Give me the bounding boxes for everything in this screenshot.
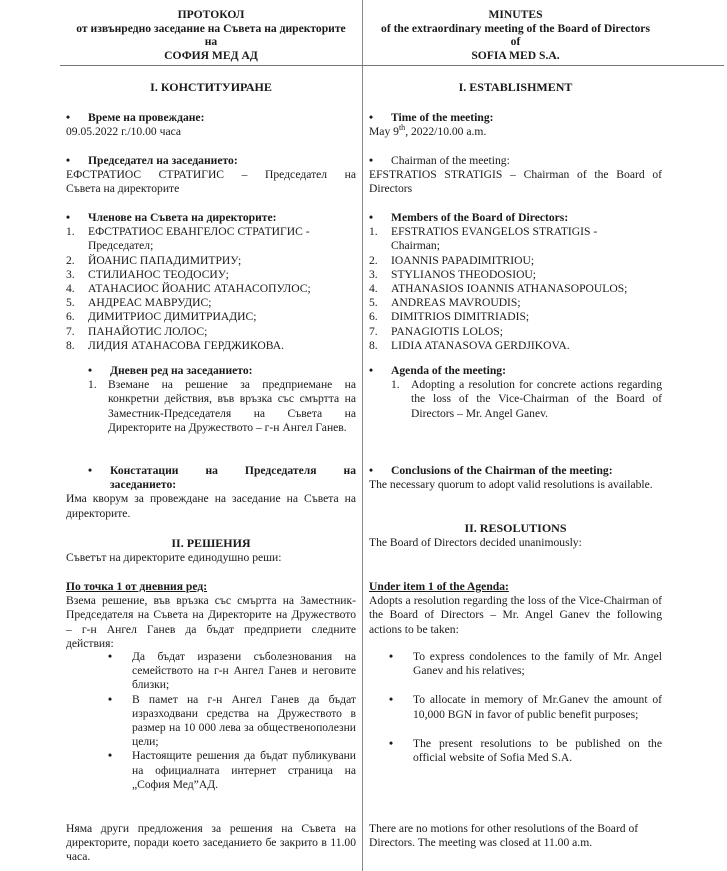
bullet-icon: • <box>369 111 374 124</box>
en-time-value: May 9th, 2022/10.00 a.m. <box>369 123 487 139</box>
bullet-icon: • <box>388 693 394 707</box>
bullet-icon: • <box>369 464 374 477</box>
en-item-text: Adopts a resolution regarding the loss of the Vice-Chairman of the Board of Directors – Mr. Angel Ganev the following actions to be taken: <box>369 594 662 636</box>
bullet-icon: • <box>66 111 71 124</box>
en-item-block <box>369 580 662 637</box>
en-time-label: Time of the meeting: <box>391 111 494 124</box>
member-item: 4. ATHANASIOS IOANNIS ATHANASOPOULOS; <box>369 282 628 296</box>
bullet-icon: • <box>107 650 113 663</box>
member-item: 6. DIMITRIOS DIMITRIADIS; <box>369 310 530 324</box>
member-item-cont: Председател; <box>88 239 154 253</box>
bg-of: на <box>204 35 218 48</box>
bullet-icon: • <box>388 736 394 750</box>
bg-decided: Съветът на директорите единодушно реши: <box>66 551 282 564</box>
en-agenda-block <box>369 364 662 421</box>
bullet-icon: • <box>66 154 71 167</box>
bg-members-list <box>66 225 356 353</box>
bg-section2-title: II. РЕШЕНИЯ <box>171 536 251 550</box>
bg-time-value: 09.05.2022 г./10.00 часа <box>66 125 182 139</box>
en-header <box>359 8 672 62</box>
en-actions-list <box>369 650 662 765</box>
bullet-icon: • <box>369 154 374 167</box>
bullet-icon: • <box>369 211 374 224</box>
bg-chair-value-line1: ЕФСТРАТИОС СТРАТИГИС – Председател на <box>66 168 356 182</box>
en-time-block <box>369 111 662 139</box>
en-members-label: Members of the Board of Directors: <box>391 211 569 224</box>
bullet-icon: • <box>369 364 374 377</box>
en-section2-title: II. RESOLUTIONS <box>464 521 567 535</box>
bg-item-heading: По точка 1 от дневния ред: <box>66 580 208 593</box>
action-item: • В памет на г-н Ангел Ганев да бъдат изразходвани средства на Дружеството в размер на 10 000 лева за общественополезни цели; <box>88 693 356 750</box>
en-of: of <box>510 35 521 48</box>
header-rule <box>60 65 724 66</box>
action-item: • To allocate in memory of Mr.Ganev the amount of 10,000 BGN in favor of public benefit purposes; <box>369 693 662 721</box>
member-item: 3. STYLIANOS THEODOSIOU; <box>369 267 537 281</box>
bg-conclusions-label: Констатации на Председателя на <box>110 464 356 477</box>
en-conclusions-label: Conclusions of the Chairman of the meeting: <box>391 464 613 477</box>
bullet-icon: • <box>88 364 93 377</box>
bg-conclusions-text: Има кворум за провеждане на заседание на Съвета на директорите. <box>66 492 356 520</box>
en-subtitle: of the extraordinary meeting of the Board of Directors <box>381 21 650 35</box>
en-chair-label: Chairman of the meeting: <box>391 154 510 167</box>
action-item: • Настоящите решения да бъдат публикувани на официалната интернет страница на „София Мед”АД. <box>88 749 356 792</box>
en-decided: The Board of Directors decided unanimously: <box>369 536 582 549</box>
bullet-icon: • <box>66 211 71 224</box>
bg-chair-value-line2: Съвета на директорите <box>66 182 180 196</box>
bg-agenda-item: 1. Вземане на решение за предприемане на конкретни действия, във връзка със смъртта на Заместник-Председателя на Съвета на Директорите на Дружеството – г-н Ангел Ганев. <box>88 378 356 434</box>
en-closing: There are no motions for other resolutions of the Board of Directors. The meeting was closed at 11.00 a.m. <box>369 822 639 850</box>
bg-item-block <box>66 580 356 651</box>
en-chair-value: EFSTRATIOS STRATIGIS – Chairman of the Board of Directors <box>369 168 662 196</box>
bg-header <box>56 8 366 62</box>
bg-time-block <box>66 111 356 139</box>
en-section1-title: I. ESTABLISHMENT <box>458 80 573 94</box>
member-item-cont: Chairman; <box>391 239 440 253</box>
bg-title: ПРОТОКОЛ <box>177 8 245 21</box>
column-divider <box>362 0 363 871</box>
en-chair-block <box>369 154 662 197</box>
member-item: 2. IOANNIS PAPADIMITRIOU; <box>369 253 535 267</box>
member-item: 8. ЛИДИЯ АТАНАСОВА ГЕРДЖИКОВА. <box>66 338 285 352</box>
action-item: • The present resolutions to be published on the official website of Sofia Med S.A. <box>369 737 662 765</box>
member-item: 3. СТИЛИАНОС ТЕОДОСИУ; <box>66 267 229 281</box>
en-conclusions-block <box>369 464 662 492</box>
bg-subtitle: от извънредно заседание на Съвета на директорите <box>76 21 346 35</box>
bg-agenda-label: Дневен ред на заседанието: <box>110 364 253 377</box>
bg-chair-block <box>66 154 356 197</box>
bg-actions-list <box>88 650 356 792</box>
member-item: 4. АТАНАСИОС ЙОАНИС АТАНАСОПУЛОС; <box>66 282 311 296</box>
bullet-icon: • <box>388 650 394 663</box>
en-members-block <box>369 211 662 353</box>
en-agenda-item: 1. Adopting a resolution for concrete actions regarding the loss of the Vice-Chairman of the Board of Directors – Mr. Angel Ganev. <box>391 378 662 420</box>
member-item: 5. АНДРЕАС МАВРУДИС; <box>66 296 212 310</box>
member-item: 1. EFSTRATIOS EVANGELOS STRATIGIS - <box>369 225 598 239</box>
bg-section1-title: I. КОНСТИТУИРАНЕ <box>150 80 272 94</box>
bg-agenda-block <box>88 364 356 435</box>
bg-chair-label: Председател на заседанието: <box>88 154 238 167</box>
en-agenda-label: Agenda of the meeting: <box>391 364 506 377</box>
member-item: 6. ДИМИТРИОС ДИМИТРИАДИС; <box>66 310 257 324</box>
member-item: 8. LIDIA ATANASOVA GERDJIKOVA. <box>369 338 570 352</box>
bg-item-text: Взема решение, във връзка със смъртта на Заместник-Председателя на Съвета на Директорите на Дружеството – г-н Ангел Ганев да бъдат предприети следните действия: <box>66 594 356 650</box>
bg-conclusions-block: • Констатации на Председателя на заседанието: Има кворум за провеждане на заседание на Съвета на директорите. <box>66 464 356 520</box>
member-item: 7. PANAGIOTIS LOLOS; <box>369 324 503 338</box>
member-item: 7. ПАНАЙОТИС ЛОЛОС; <box>66 324 208 338</box>
en-company: SOFIA MED S.A. <box>471 48 560 62</box>
bullet-icon: • <box>88 464 93 477</box>
bullet-icon: • <box>107 749 113 763</box>
member-item: 2. ЙОАНИС ПАПАДИМИТРИУ; <box>66 253 242 267</box>
bg-members-block <box>66 211 356 353</box>
bg-members-label: Членове на Съвета на директорите: <box>88 211 277 224</box>
bg-closing: Няма други предложения за решения на Съвета на директорите, поради което заседанието бе закрито в 11.00 часа. <box>66 822 356 864</box>
bg-company: СОФИЯ МЕД АД <box>164 48 258 62</box>
en-item-heading: Under item 1 of the Agenda: <box>369 580 509 593</box>
en-conclusions-text: The necessary quorum to adopt valid resolutions is available. <box>369 478 653 492</box>
member-item: 5. ANDREAS MAVROUDIS; <box>369 296 521 310</box>
bg-time-label: Време на провеждане: <box>88 111 205 124</box>
member-item: 1. ЕФСТРАТИОС ЕВАНГЕЛОС СТРАТИГИС - <box>66 225 310 239</box>
action-item: • To express condolences to the family of Mr. Angel Ganev and his relatives; <box>369 650 662 678</box>
action-item: • Да бъдат изразени съболезнования на семейството на г-н Ангел Ганев и неговите близки; <box>88 650 356 693</box>
bullet-icon: • <box>107 692 113 706</box>
en-members-list <box>369 225 662 353</box>
en-title: MINUTES <box>488 8 543 21</box>
